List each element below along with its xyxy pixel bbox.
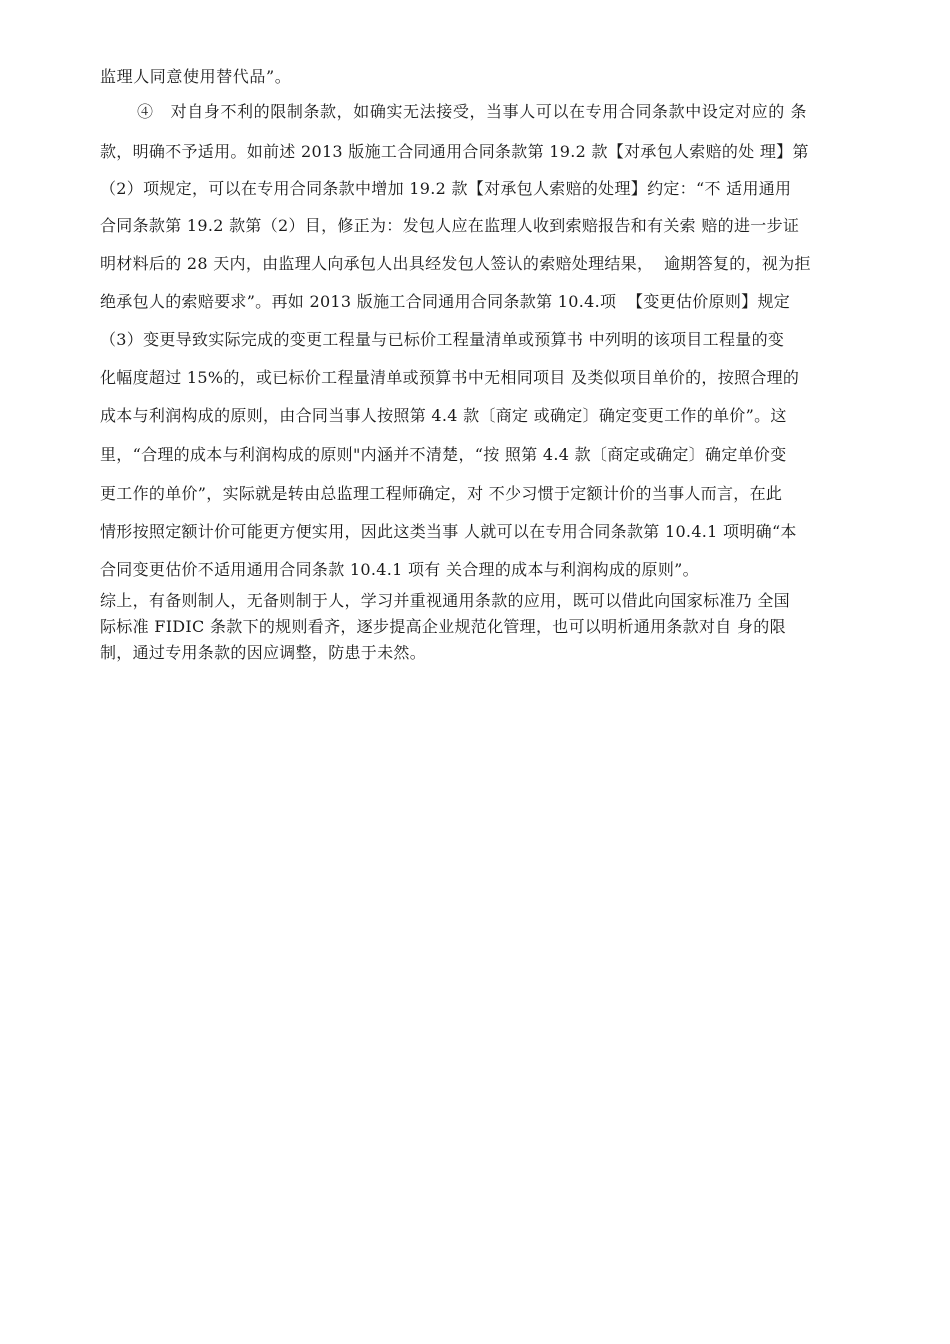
text-line: 成本与利润构成的原则，由合同当事人按照第 4.4 款〔商定 或确定〕确定变更工作的单价”。这 <box>100 406 787 425</box>
text-line: 合同变更估价不适用通用合同条款 10.4.1 项有 关合理的成本与利润构成的原则”。 <box>100 560 699 579</box>
text-line: 里，“合理的成本与利润构成的原则"内涵并不清楚，“按 照第 4.4 款〔商定或确定〕确定单价变 <box>100 445 787 464</box>
text-line: 明材料后的 28 天内，由监理人向承包人出具经发包人签认的索赔处理结果， 逾期答复的，视为拒 <box>100 254 811 273</box>
text-line: 款，明确不予适用。如前述 2013 版施工合同通用合同条款第 19.2 款【对承包人索赔的处 理】第 <box>100 142 809 161</box>
text-line: ④ 对自身不利的限制条款，如确实无法接受，当事人可以在专用合同条款中设定对应的 条 <box>137 102 808 121</box>
text-line: 制，通过专用条款的因应调整，防患于未然。 <box>100 643 427 662</box>
text-line: （2）项规定，可以在专用合同条款中增加 19.2 款【对承包人索赔的处理】约定：“不 适用通用 <box>100 179 792 198</box>
text-line: 更工作的单价”，实际就是转由总监理工程师确定，对 不少习惯于定额计价的当事人而言，在此 <box>100 484 783 503</box>
text-line: （3）变更导致实际完成的变更工程量与已标价工程量清单或预算书 中列明的该项目工程量的变 <box>100 330 785 349</box>
text-line: 监理人同意使用替代品”。 <box>100 67 292 86</box>
text-line: 情形按照定额计价可能更方便实用，因此这类当事 人就可以在专用合同条款第 10.4.1 项明确“本 <box>100 522 797 541</box>
text-line: 绝承包人的索赔要求”。再如 2013 版施工合同通用合同条款第 10.4.项 【变更估价原则】规定 <box>100 292 791 311</box>
text-line: 际标准 FIDIC 条款下的规则看齐，逐步提高企业规范化管理，也可以明析通用条款对自 身的限 <box>100 617 786 636</box>
text-line: 合同条款第 19.2 款第（2）目，修正为：发包人应在监理人收到索赔报告和有关索 赔的进一步证 <box>100 216 800 235</box>
text-line: 综上，有备则制人，无备则制于人，学习并重视通用条款的应用，既可以借此向国家标准乃 全国 <box>100 591 790 610</box>
text-line: 化幅度超过 15%的，或已标价工程量清单或预算书中无相同项目 及类似项目单价的，按照合理的 <box>100 368 800 387</box>
